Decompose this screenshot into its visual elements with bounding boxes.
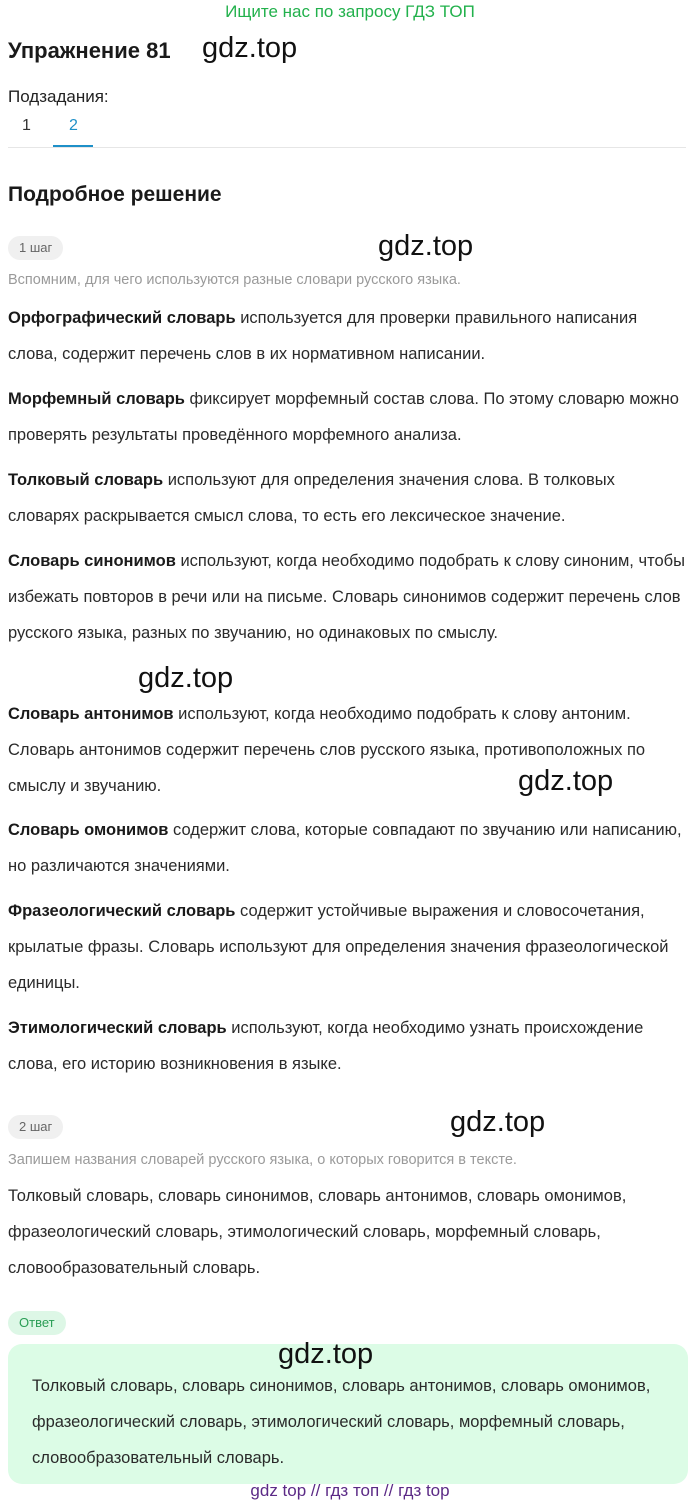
dictionary-paragraph bbox=[8, 543, 688, 651]
footer-watermark: gdz top // гдз топ // гдз top bbox=[250, 1481, 450, 1500]
dictionary-paragraph bbox=[8, 812, 688, 884]
dictionary-term: Словарь антонимов bbox=[8, 705, 174, 723]
dictionary-term: Этимологический словарь bbox=[8, 1019, 227, 1037]
divider bbox=[8, 147, 686, 148]
search-promo-banner: Ищите нас по запросу ГДЗ ТОП bbox=[225, 2, 475, 21]
dictionary-term: Орфографический словарь bbox=[8, 309, 236, 327]
dictionary-paragraph bbox=[8, 893, 688, 1001]
answer-text: Толковый словарь, словарь синонимов, словарь антонимов, словарь омонимов, фразеологический словарь, этимологический словарь, морфемный словарь, словообразовательный словарь. bbox=[32, 1377, 651, 1467]
dictionary-paragraph bbox=[8, 381, 688, 453]
dictionary-term: Фразеологический словарь bbox=[8, 902, 236, 920]
dictionary-term: Словарь синонимов bbox=[8, 552, 176, 570]
dictionary-description: используется для проверки правильного написания слова, содержит перечень слов в их нормативном написании. bbox=[8, 309, 638, 363]
dictionary-description: содержит устойчивые выражения и словосочетания, крылатые фразы. Словарь используют для определения значения фразеологической единицы. bbox=[8, 902, 669, 992]
step-hint: Вспомним, для чего используются разные словари русского языка. bbox=[8, 272, 461, 288]
watermark: gdz.top bbox=[202, 32, 298, 64]
dictionary-term: Морфемный словарь bbox=[8, 390, 185, 408]
step-hint: Запишем названия словарей русского языка, о которых говорится в тексте. bbox=[8, 1152, 517, 1168]
dictionary-term: Словарь омонимов bbox=[8, 821, 169, 839]
subtasks-label: Подзадания: bbox=[8, 87, 109, 106]
subtask-tab-2[interactable]: 2 bbox=[69, 117, 78, 134]
dictionary-description: используют, когда необходимо узнать происхождение слова, его историю возникновения в языке. bbox=[8, 1019, 644, 1073]
answer-badge: Ответ bbox=[8, 1311, 66, 1335]
dictionary-description: содержит слова, которые совпадают по звучанию или написанию, но различаются значениями. bbox=[8, 821, 682, 875]
page-title: Упражнение 81 bbox=[8, 38, 171, 63]
step-result-text: Толковый словарь, словарь синонимов, словарь антонимов, словарь омонимов, фразеологический словарь, этимологический словарь, морфемный словарь, словообразовательный словарь. bbox=[8, 1187, 627, 1277]
dictionary-paragraph bbox=[8, 1010, 688, 1082]
dictionary-description: используют для определения значения слова. В толковых словарях раскрывается смысл слова, то есть его лексическое значение. bbox=[8, 471, 615, 525]
subtask-tab-1[interactable]: 1 bbox=[22, 117, 31, 134]
dictionary-description: используют, когда необходимо подобрать к слову антоним. Словарь антонимов содержит перечень слов русского языка, противоположных по смыслу и звучанию. bbox=[8, 705, 646, 795]
watermark: gdz.top bbox=[138, 662, 234, 694]
dictionary-paragraph bbox=[8, 300, 688, 372]
dictionary-description: используют, когда необходимо подобрать к слову синоним, чтобы избежать повторов в речи или на письме. Словарь синонимов содержит перечень слов русского языка, разных по звучанию, но одинаковых по смыслу. bbox=[8, 552, 685, 642]
watermark: gdz.top bbox=[278, 1338, 374, 1370]
step-badge: 2 шаг bbox=[8, 1115, 63, 1139]
watermark: gdz.top bbox=[378, 230, 474, 262]
watermark: gdz.top bbox=[518, 765, 614, 797]
watermark: gdz.top bbox=[450, 1106, 546, 1138]
step-badge: 1 шаг bbox=[8, 236, 63, 260]
solution-title: Подробное решение bbox=[8, 183, 222, 206]
dictionary-description: фиксирует морфемный состав слова. По этому словарю можно проверять результаты проведённого морфемного анализа. bbox=[8, 390, 679, 444]
dictionary-term: Толковый словарь bbox=[8, 471, 164, 489]
dictionary-paragraph bbox=[8, 462, 688, 534]
